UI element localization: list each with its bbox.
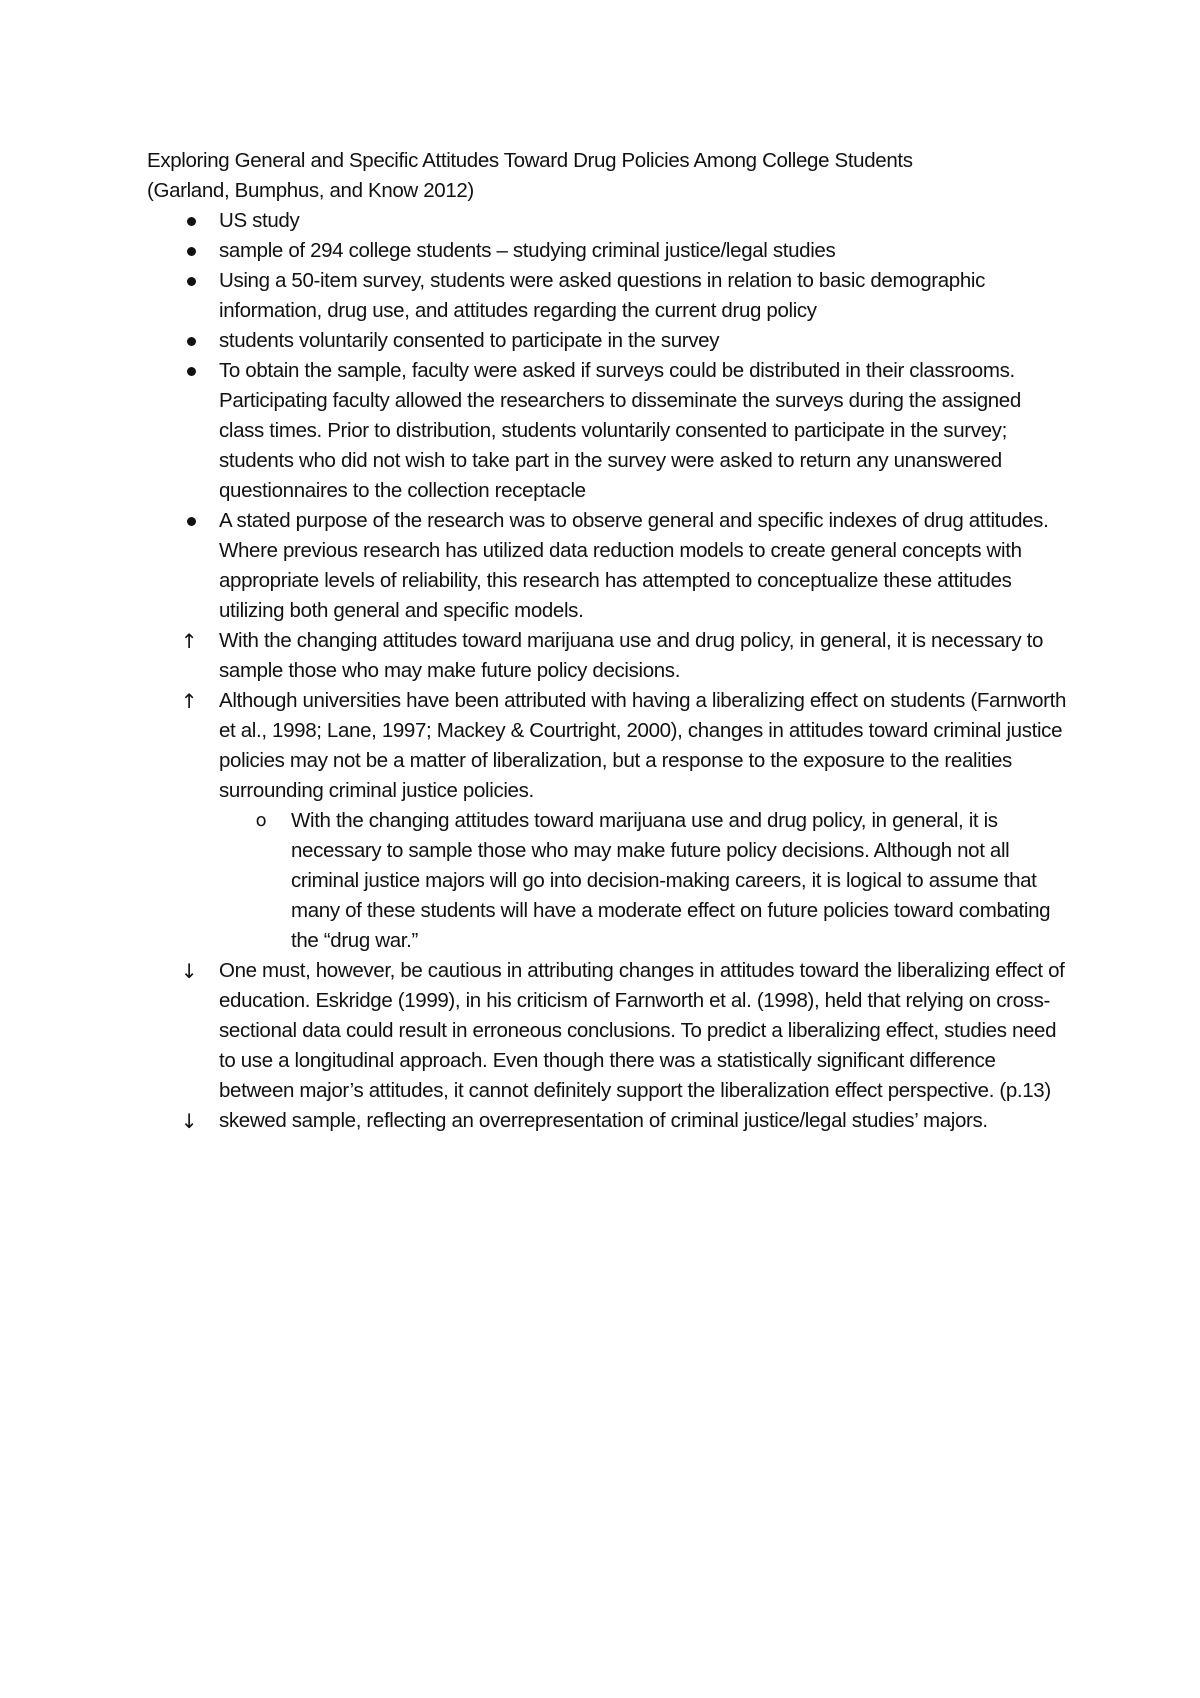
list-item-text: Using a 50-item survey, students were asked questions in relation to basic demographic information, drug use, and attitudes regarding the current drug policy <box>219 269 986 322</box>
up-arrow-icon: ↑ <box>180 629 198 653</box>
list-item <box>147 686 1067 956</box>
list-item <box>147 266 1067 326</box>
document-body <box>147 146 1067 1136</box>
document-citation: (Garland, Bumphus, and Know 2012) <box>147 179 474 202</box>
down-arrow-icon: ↓ <box>180 959 198 983</box>
list-item-text: To obtain the sample, faculty were asked if surveys could be distributed in their classrooms. Participating faculty allowed the researchers to disseminate the surveys during the assigned class times. Prior to distribution, students voluntarily consented to participate in the survey; students who did not wish to take part in the survey were asked to return any unanswered questionnaires to the collection receptacle <box>219 359 1021 502</box>
list-item-text: sample of 294 college students – studying criminal justice/legal studies <box>219 239 836 262</box>
bullet-icon <box>179 506 203 526</box>
list-item-text: students voluntarily consented to participate in the survey <box>219 329 720 352</box>
list-item-text: Although universities have been attributed with having a liberalizing effect on students (Farnworth et al., 1998; Lane, 1997; Mackey & Courtright, 2000), changes in attitudes toward criminal justice policies may not be a matter of liberalization, but a response to the exposure to the realities surrounding criminal justice policies. <box>219 689 1066 802</box>
up-arrow-icon: ↑ <box>180 689 198 713</box>
bullet-icon <box>179 266 203 286</box>
list-item-text: skewed sample, reflecting an overrepresentation of criminal justice/legal studies’ majors. <box>219 1109 988 1132</box>
bullet-icon <box>179 236 203 256</box>
bullet-icon <box>179 326 203 346</box>
sub-list-item-text: With the changing attitudes toward marijuana use and drug policy, in general, it is necessary to sample those who may make future policy decisions. Although not all criminal justice majors will go into decision-making careers, it is logical to assume that many of these students will have a moderate effect on future policies toward combating the “drug war.” <box>291 809 1051 952</box>
list-item-text: US study <box>219 209 300 232</box>
notes-list <box>147 206 1067 1136</box>
list-item-text: One must, however, be cautious in attributing changes in attitudes toward the liberalizing effect of education. Eskridge (1999), in his criticism of Farnworth et al. (1998), held that relying on cross-sectional data could result in erroneous conclusions. To predict a liberalizing effect, studies need to use a longitudinal approach. Even though there was a statistically significant difference between major’s attitudes, it cannot definitely support the liberalization effect perspective. (p.13) <box>219 959 1065 1102</box>
list-item <box>147 206 1067 236</box>
list-item <box>147 236 1067 266</box>
list-item <box>147 956 1067 1106</box>
list-item <box>147 1106 1067 1136</box>
list-item <box>147 626 1067 686</box>
sub-list <box>219 806 1067 956</box>
bullet-icon <box>179 356 203 376</box>
sub-list-item <box>219 806 1067 956</box>
list-item-text: A stated purpose of the research was to observe general and specific indexes of drug attitudes. Where previous research has utilized data reduction models to create general concepts with appropriate levels of reliability, this research has attempted to conceptualize these attitudes utilizing both general and specific models. <box>219 509 1049 622</box>
list-item <box>147 326 1067 356</box>
document-title: Exploring General and Specific Attitudes Toward Drug Policies Among College Students <box>147 149 913 172</box>
list-item <box>147 356 1067 506</box>
down-arrow-icon: ↓ <box>180 1109 198 1133</box>
circle-bullet-icon: o <box>255 810 267 831</box>
list-item <box>147 506 1067 626</box>
list-item-text: With the changing attitudes toward marijuana use and drug policy, in general, it is necessary to sample those who may make future policy decisions. <box>219 629 1044 682</box>
bullet-icon <box>179 206 203 226</box>
